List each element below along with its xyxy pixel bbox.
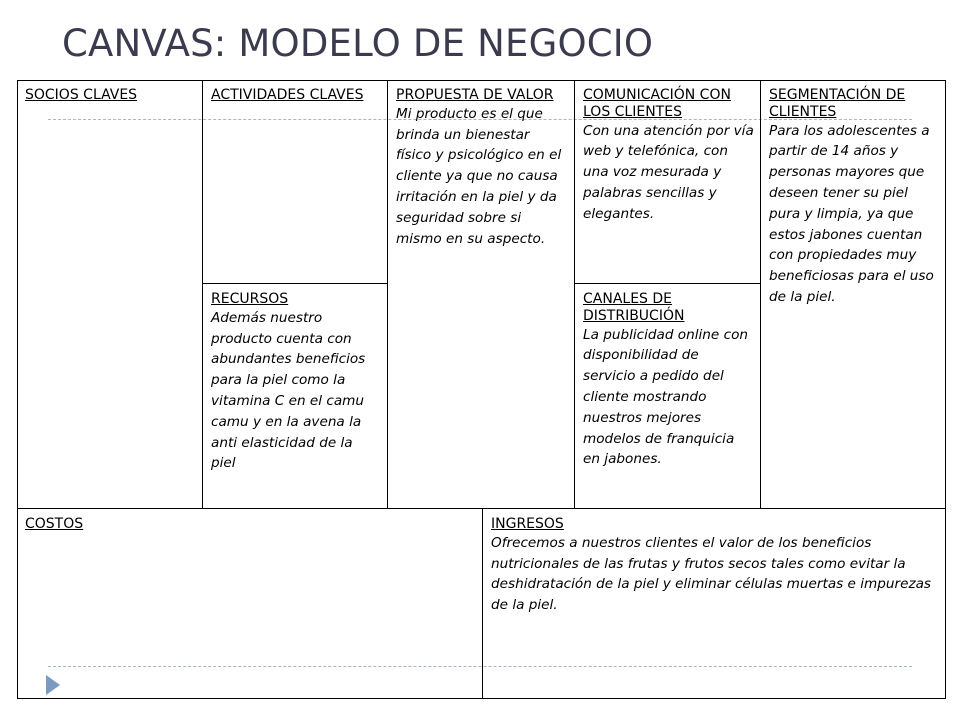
cell-title: SEGMENTACIÓN DE CLIENTES <box>769 87 906 120</box>
divider <box>760 81 761 508</box>
divider <box>574 81 575 508</box>
cell-costos <box>18 510 482 698</box>
cell-title: COMUNICACIÓN CON LOS CLIENTES <box>583 87 731 120</box>
cell-comunicacion-clientes <box>576 81 760 283</box>
divider <box>202 283 388 284</box>
cell-title: RECURSOS <box>211 291 289 307</box>
cell-title: PROPUESTA DE VALOR <box>396 87 554 103</box>
slide-title: CANVAS: MODELO DE NEGOCIO <box>62 22 654 65</box>
cell-text: Ofrecemos a nuestros clientes el valor de los beneficios nutricionales de las frutas y frutos secos tales como evitar la deshidratación de la piel y eliminar células muertas e impurezas de la piel. <box>491 534 932 614</box>
cell-title: SOCIOS CLAVES <box>25 87 138 103</box>
cell-title: CANALES DE DISTRIBUCIÓN <box>583 291 685 324</box>
divider <box>574 283 761 284</box>
divider <box>202 81 203 508</box>
cell-text: Con una atención por vía web y telefónica, con una voz mesurada y palabras sencillas y elegantes. <box>583 122 754 222</box>
divider <box>482 508 483 698</box>
cell-title: ACTIVIDADES CLAVES <box>211 87 364 103</box>
cell-text: Para los adolescentes a partir de 14 años y personas mayores que deseen tener su piel pura y limpia, ya que estos jabones cuentan con propiedades muy beneficiosas para el uso de la piel. <box>769 122 934 305</box>
cell-title: COSTOS <box>25 516 84 532</box>
cell-text: Mi producto es el que brinda un bienestar físico y psicológico en el cliente ya que no causa irritación en la piel y da seguridad sobre si mismo en su aspecto. <box>396 105 562 247</box>
cell-socios-claves <box>18 81 202 508</box>
divider <box>387 81 388 508</box>
cell-title: INGRESOS <box>491 516 564 532</box>
cell-recursos <box>204 285 387 508</box>
cell-propuesta-de-valor <box>389 81 574 508</box>
cell-text: Además nuestro producto cuenta con abundantes beneficios para la piel como la vitamina C en el camu camu y en la avena la anti elasticidad de la piel <box>211 309 366 472</box>
cell-segmentacion-clientes <box>762 81 945 508</box>
cell-ingresos <box>484 510 945 698</box>
cell-actividades-claves <box>204 81 387 283</box>
cell-text: La publicidad online con disponibilidad de servicio a pedido del cliente mostrando nuestros mejores modelos de franquicia en jabones. <box>583 326 749 468</box>
cell-canales-distribucion <box>576 285 760 508</box>
business-model-canvas <box>17 80 946 699</box>
